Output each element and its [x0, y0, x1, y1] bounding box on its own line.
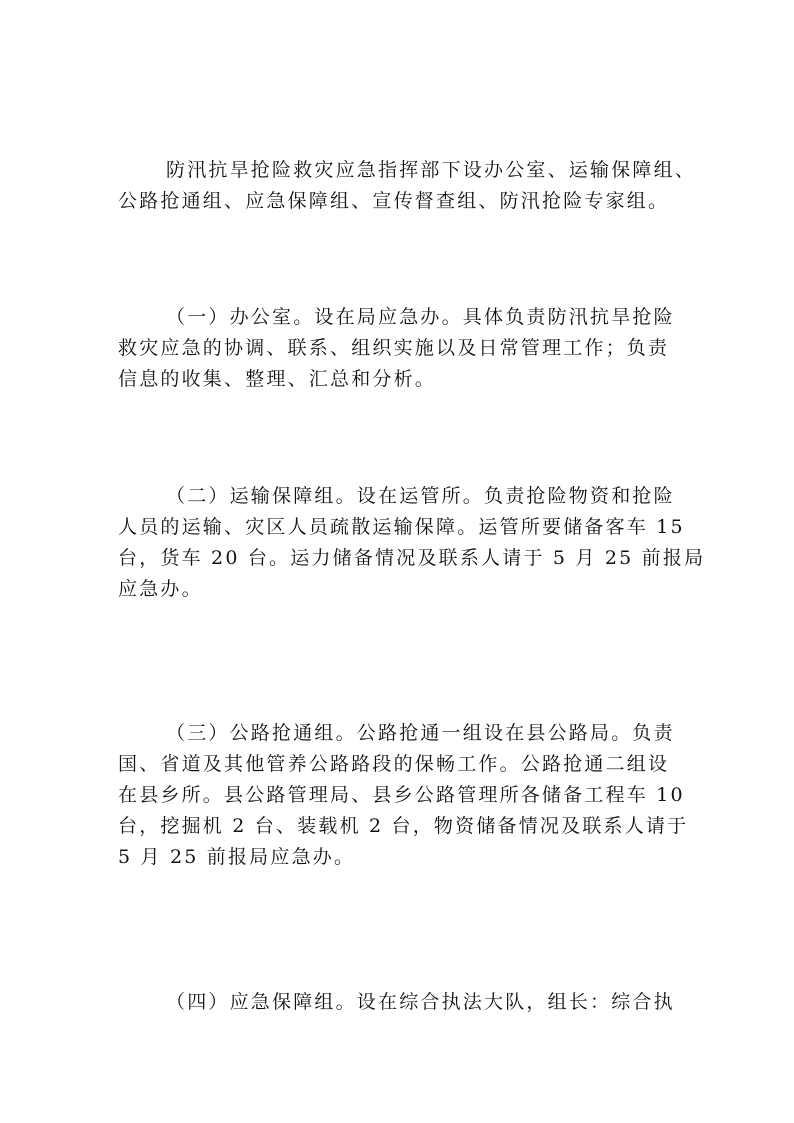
text-line: 5 月 25 前报局应急办。	[118, 846, 356, 868]
text-line: （二）运输保障组。设在运管所。负责抢险物资和抢险	[166, 485, 675, 507]
paragraph-emergency-group	[118, 987, 678, 1018]
text-line: 防汛抗旱抢险救灾应急指挥部下设办公室、运输保障组、	[166, 159, 697, 181]
text-line: （三）公路抢通组。公路抢通一组设在县公路局。负责	[166, 722, 675, 744]
text-line: 信息的收集、整理、汇总和分析。	[118, 368, 437, 390]
paragraph-office	[118, 302, 678, 395]
paragraph-road-group	[118, 718, 689, 873]
text-line: 人员的运输、灾区人员疏散运输保障。运管所要储备客车 15	[118, 516, 685, 538]
text-line: （四）应急保障组。设在综合执法大队，组长：综合执	[166, 991, 675, 1013]
text-line: 应急办。	[118, 578, 203, 600]
text-line: 国、省道及其他管养公路路段的保畅工作。公路抢通二组设	[118, 753, 670, 775]
text-line: （一）办公室。设在局应急办。具体负责防汛抗旱抢险	[166, 306, 675, 328]
paragraph-intro	[118, 155, 697, 217]
text-line: 台，挖掘机 2 台、装载机 2 台，物资储备情况及联系人请于	[118, 815, 689, 837]
paragraph-transport-group	[118, 481, 706, 605]
text-line: 台，货车 20 台。运力储备情况及联系人请于 5 月 25 前报局	[118, 547, 706, 569]
text-line: 在县乡所。县公路管理局、县乡公路管理所各储备工程车 10	[118, 784, 685, 806]
text-line: 公路抢通组、应急保障组、宣传督查组、防汛抢险专家组。	[118, 190, 670, 212]
text-line: 救灾应急的协调、联系、组织实施以及日常管理工作；负责	[118, 337, 670, 359]
